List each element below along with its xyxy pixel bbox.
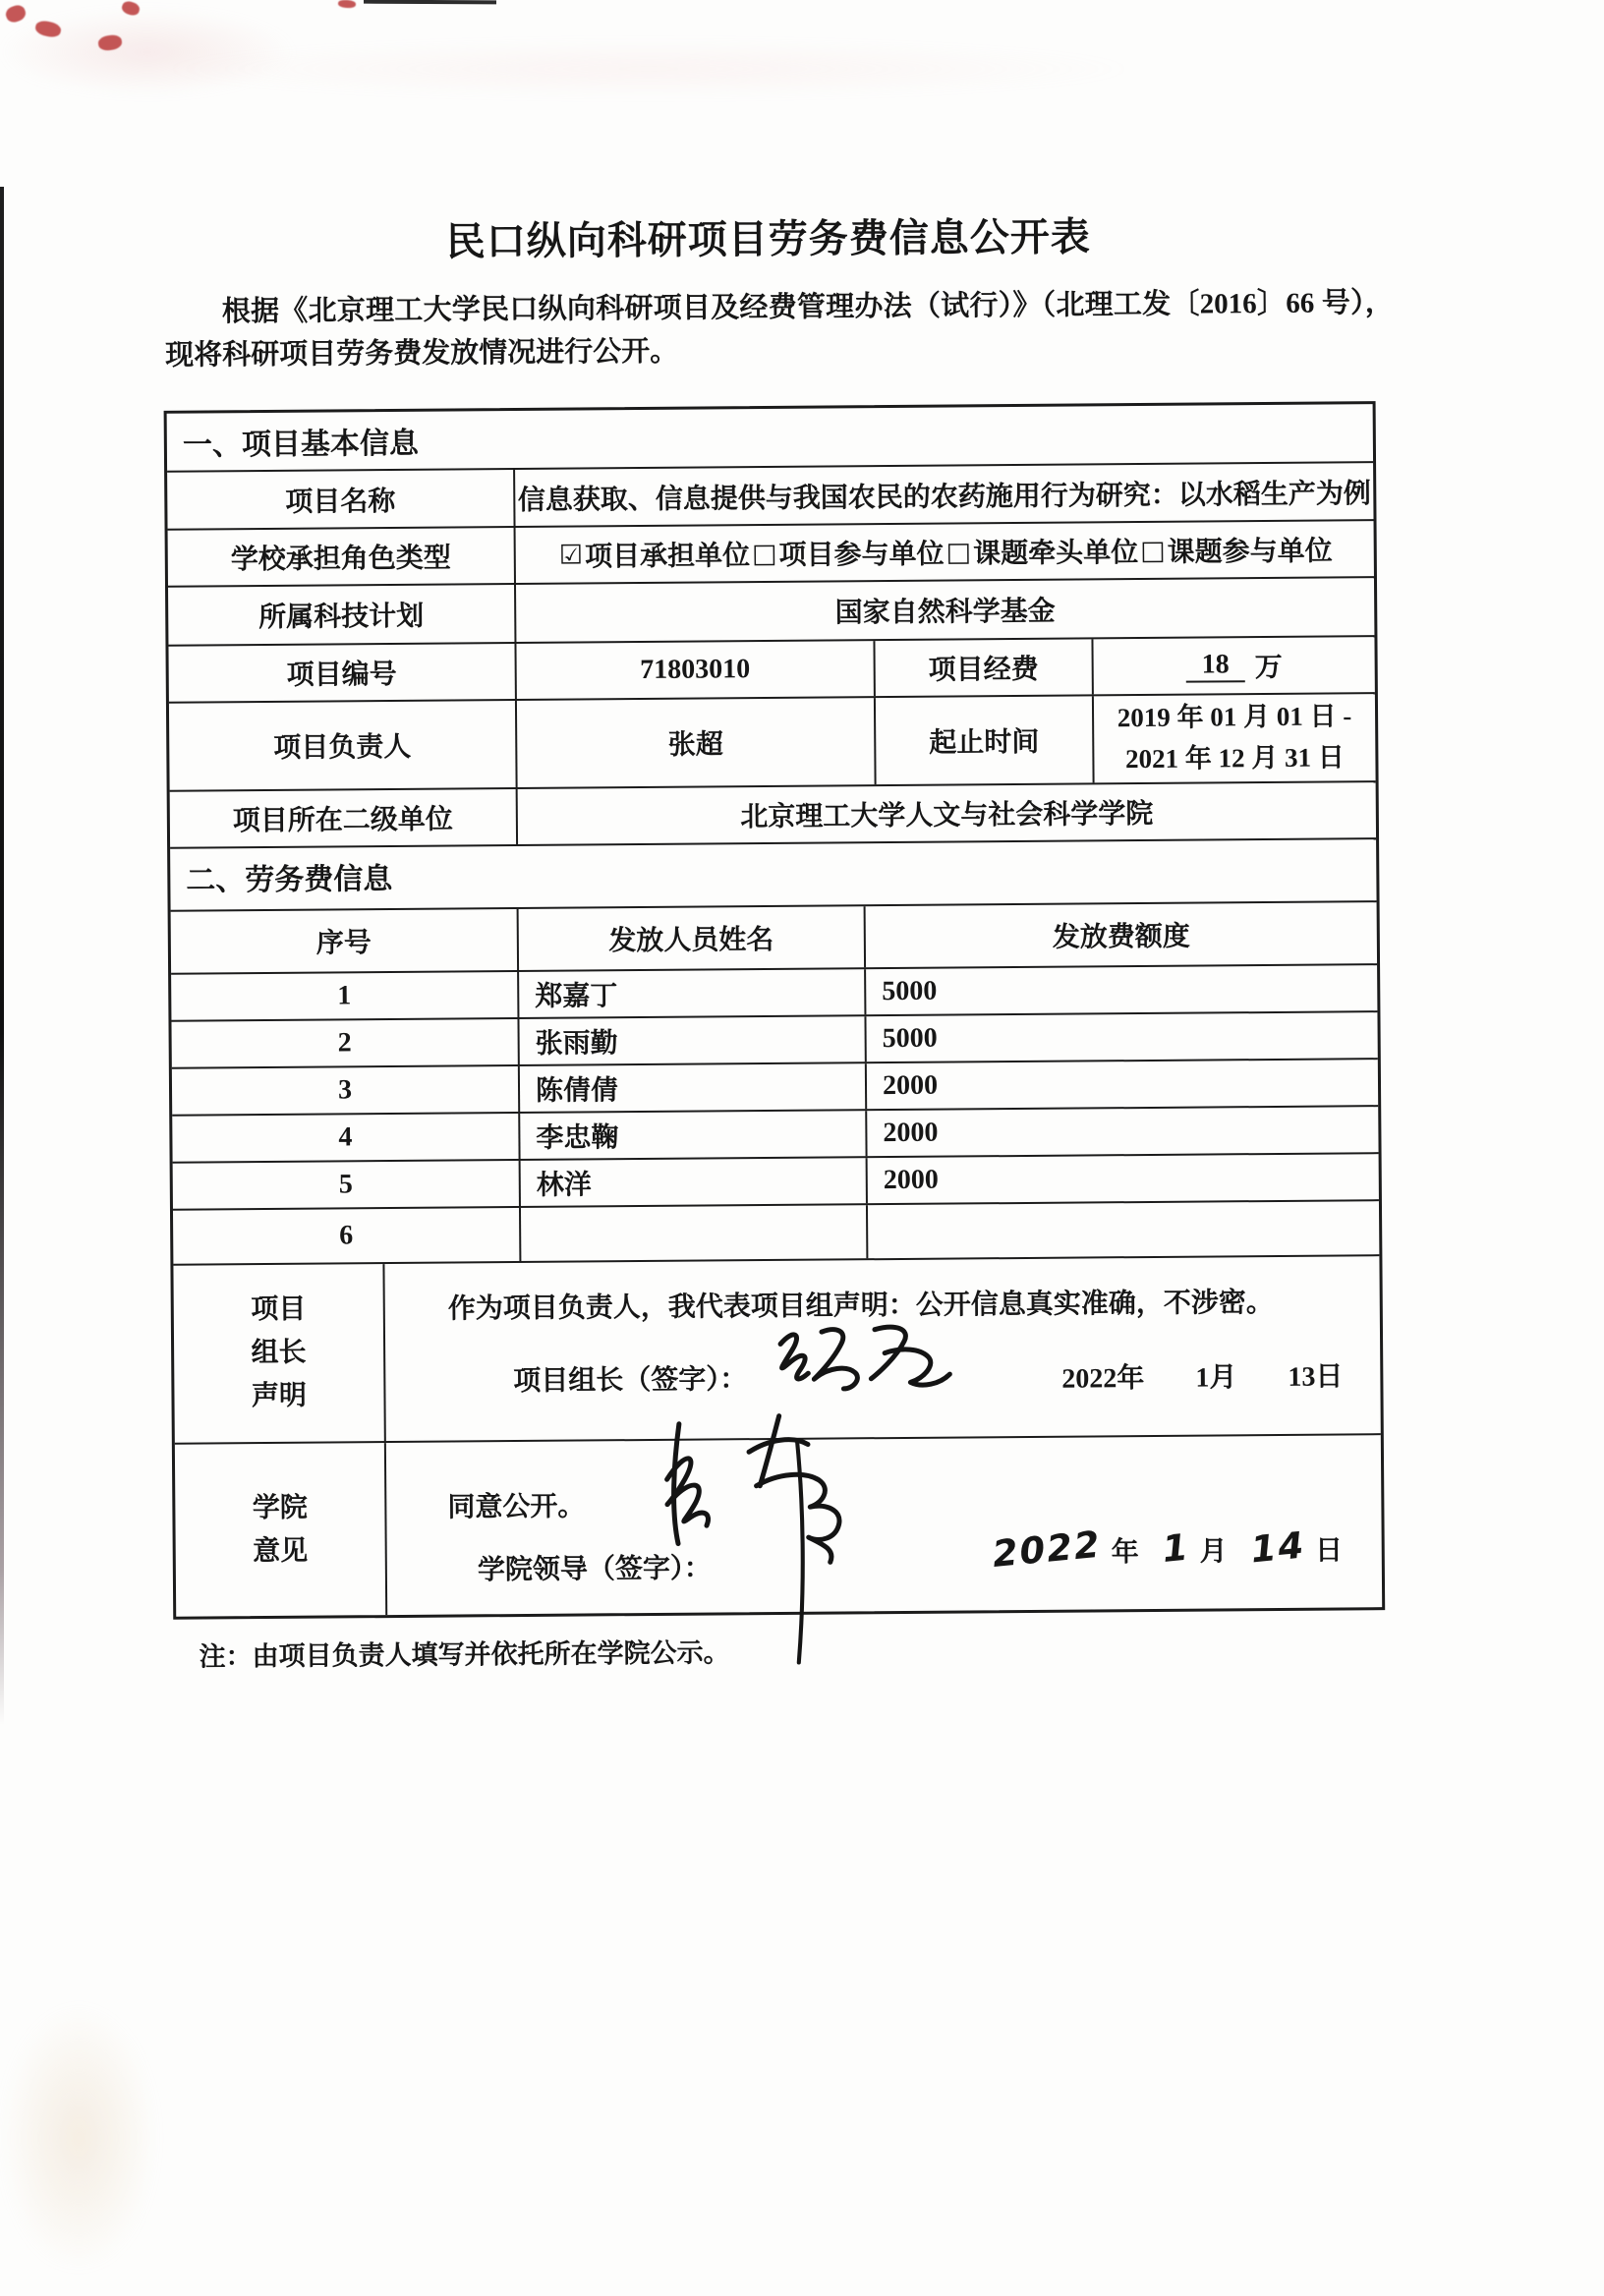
role-type-label: 学校承担角色类型	[230, 543, 451, 576]
column-header-name: 发放人员姓名	[517, 906, 864, 970]
declaration-date-month: 1月	[1195, 1362, 1237, 1394]
cell-no: 4	[338, 1121, 353, 1153]
red-ink-mark	[338, 0, 357, 9]
role-option	[750, 533, 945, 574]
cell-amount	[866, 1201, 1379, 1258]
declaration-date-day: 13日	[1288, 1361, 1344, 1394]
checkbox-checked-icon: ☑	[558, 540, 584, 571]
table-row	[171, 1010, 1377, 1067]
cell-name: 林洋	[519, 1158, 866, 1206]
column-header-amount: 发放费额度	[864, 902, 1377, 967]
opinion-date-year: 2022	[990, 1522, 1104, 1577]
project-name-value: 信息获取、信息提供与我国农民的农药施用行为研究：以水稻生产为例	[513, 463, 1373, 526]
cell-name: 张雨勤	[517, 1016, 864, 1064]
project-no-value: 71803010	[514, 641, 873, 699]
cell-amount: 2000	[865, 1060, 1378, 1109]
opinion-date-day: 14	[1248, 1523, 1307, 1572]
project-leader-signature	[765, 1307, 962, 1403]
opinion-date	[990, 1522, 1344, 1577]
checkbox-unchecked-icon: □	[945, 537, 972, 568]
opinion-date-month: 1	[1160, 1525, 1192, 1572]
row-unit	[170, 780, 1376, 847]
declaration-label-line: 项目	[251, 1294, 307, 1326]
duration-line2: 2021 年 12 月 31 日	[1124, 742, 1345, 775]
intro-paragraph: 根据《北京理工大学民口纵向科研项目及经费管理办法（试行）》（北理工发〔2016〕66 号），现将科研项目劳务费发放情况进行公开。	[165, 287, 1394, 372]
opinion-label	[175, 1443, 385, 1617]
red-ink-mark	[120, 0, 141, 17]
duration-line1: 2019 年 01 月 01 日 -	[1117, 701, 1352, 733]
pi-label: 项目负责人	[273, 732, 412, 765]
section1-header: 一、项目基本信息	[182, 427, 419, 462]
opinion-approval: 同意公开。	[447, 1491, 586, 1523]
red-ink-mark	[97, 33, 123, 51]
duration-value	[1092, 694, 1376, 782]
cell-amount: 5000	[864, 1012, 1377, 1062]
unit-value: 北京理工大学人文与社会科学学院	[516, 782, 1376, 844]
personnel-header-row	[171, 900, 1377, 973]
table-row	[173, 1152, 1379, 1209]
role-option-label: 课题参与单位	[1167, 536, 1333, 568]
opinion-label-line: 意见	[253, 1535, 309, 1567]
cell-no: 5	[338, 1169, 353, 1200]
opinion-month-suffix: 月	[1199, 1536, 1228, 1568]
pi-name: 张超	[515, 698, 875, 787]
declaration-label-line: 组长	[251, 1337, 307, 1369]
checkbox-unchecked-icon: □	[751, 538, 777, 569]
declaration-date-year: 2022年	[1061, 1363, 1145, 1395]
declaration-statement: 作为项目负责人，我代表项目组声明：公开信息真实准确，不涉密。	[447, 1288, 1274, 1325]
opinion-content	[384, 1435, 1382, 1615]
row-program	[168, 576, 1374, 645]
role-options	[557, 530, 1333, 575]
program-label: 所属科技计划	[258, 601, 425, 634]
footer-note: 注：由项目负责人填写并依托所在学院公示。	[199, 1637, 730, 1672]
project-name-label: 项目名称	[285, 486, 396, 518]
scan-smudge	[0, 2005, 157, 2270]
main-table	[164, 401, 1386, 1620]
scan-smudge	[157, 39, 1140, 98]
dean-sign-label: 学院领导（签字）：	[477, 1553, 713, 1586]
funding-amount: 18	[1186, 649, 1245, 682]
row-pi-duration	[169, 692, 1376, 790]
table-row	[173, 1199, 1379, 1264]
opinion-day-suffix: 日	[1314, 1535, 1344, 1567]
row-role-type	[168, 519, 1374, 586]
cell-no: 6	[339, 1220, 354, 1251]
role-option-label: 项目承担单位	[584, 541, 751, 573]
role-option	[557, 534, 751, 575]
program-value: 国家自然科学基金	[514, 578, 1374, 642]
declaration-label	[173, 1264, 383, 1443]
section2-header: 二、劳务费信息	[170, 837, 1376, 910]
cell-no: 2	[337, 1027, 352, 1059]
cell-amount: 2000	[866, 1154, 1379, 1203]
dean-signature	[621, 1392, 918, 1671]
scan-smudge	[0, 8, 295, 96]
declaration-date	[1061, 1355, 1343, 1397]
role-option	[944, 531, 1138, 572]
cell-no: 3	[337, 1074, 353, 1106]
scan-edge-streak	[364, 0, 496, 4]
unit-label: 项目所在二级单位	[232, 804, 453, 837]
scan-edge-line	[0, 187, 4, 1725]
funding-label: 项目经费	[873, 640, 1091, 697]
column-header-no: 序号	[315, 928, 372, 959]
role-option	[1138, 530, 1333, 571]
cell-amount: 5000	[864, 965, 1377, 1014]
funding-value	[1091, 637, 1374, 694]
role-option-label: 项目参与单位	[778, 539, 945, 572]
table-row	[172, 1058, 1378, 1115]
role-option-label: 课题牵头单位	[973, 538, 1139, 570]
cell-no: 1	[337, 980, 352, 1011]
role-type-value	[514, 521, 1374, 583]
cell-name: 郑嘉丁	[517, 969, 864, 1017]
document-body	[162, 203, 1394, 1674]
opinion-block	[175, 1433, 1382, 1617]
row-project-name	[167, 461, 1373, 529]
red-ink-mark	[4, 3, 28, 25]
checkbox-unchecked-icon: □	[1139, 535, 1166, 566]
funding-unit: 万	[1254, 653, 1283, 684]
red-ink-mark	[34, 19, 63, 38]
opinion-label-line: 学院	[252, 1492, 308, 1524]
cell-name: 陈倩倩	[518, 1063, 865, 1112]
cell-amount: 2000	[865, 1107, 1378, 1156]
row-number-funding	[168, 635, 1374, 702]
project-no-label: 项目编号	[286, 660, 397, 692]
duration-label: 起止时间	[874, 697, 1093, 785]
page-title: 民口纵向科研项目劳务费信息公开表	[445, 215, 1091, 264]
cell-name	[519, 1205, 866, 1261]
declaration-label-line: 声明	[251, 1380, 308, 1412]
leader-sign-label: 项目组长（签字）：	[513, 1364, 748, 1398]
cell-name: 李忠鞠	[518, 1111, 865, 1159]
table-row	[172, 1105, 1378, 1162]
table-row	[171, 963, 1377, 1020]
opinion-year-suffix: 年	[1111, 1537, 1139, 1569]
